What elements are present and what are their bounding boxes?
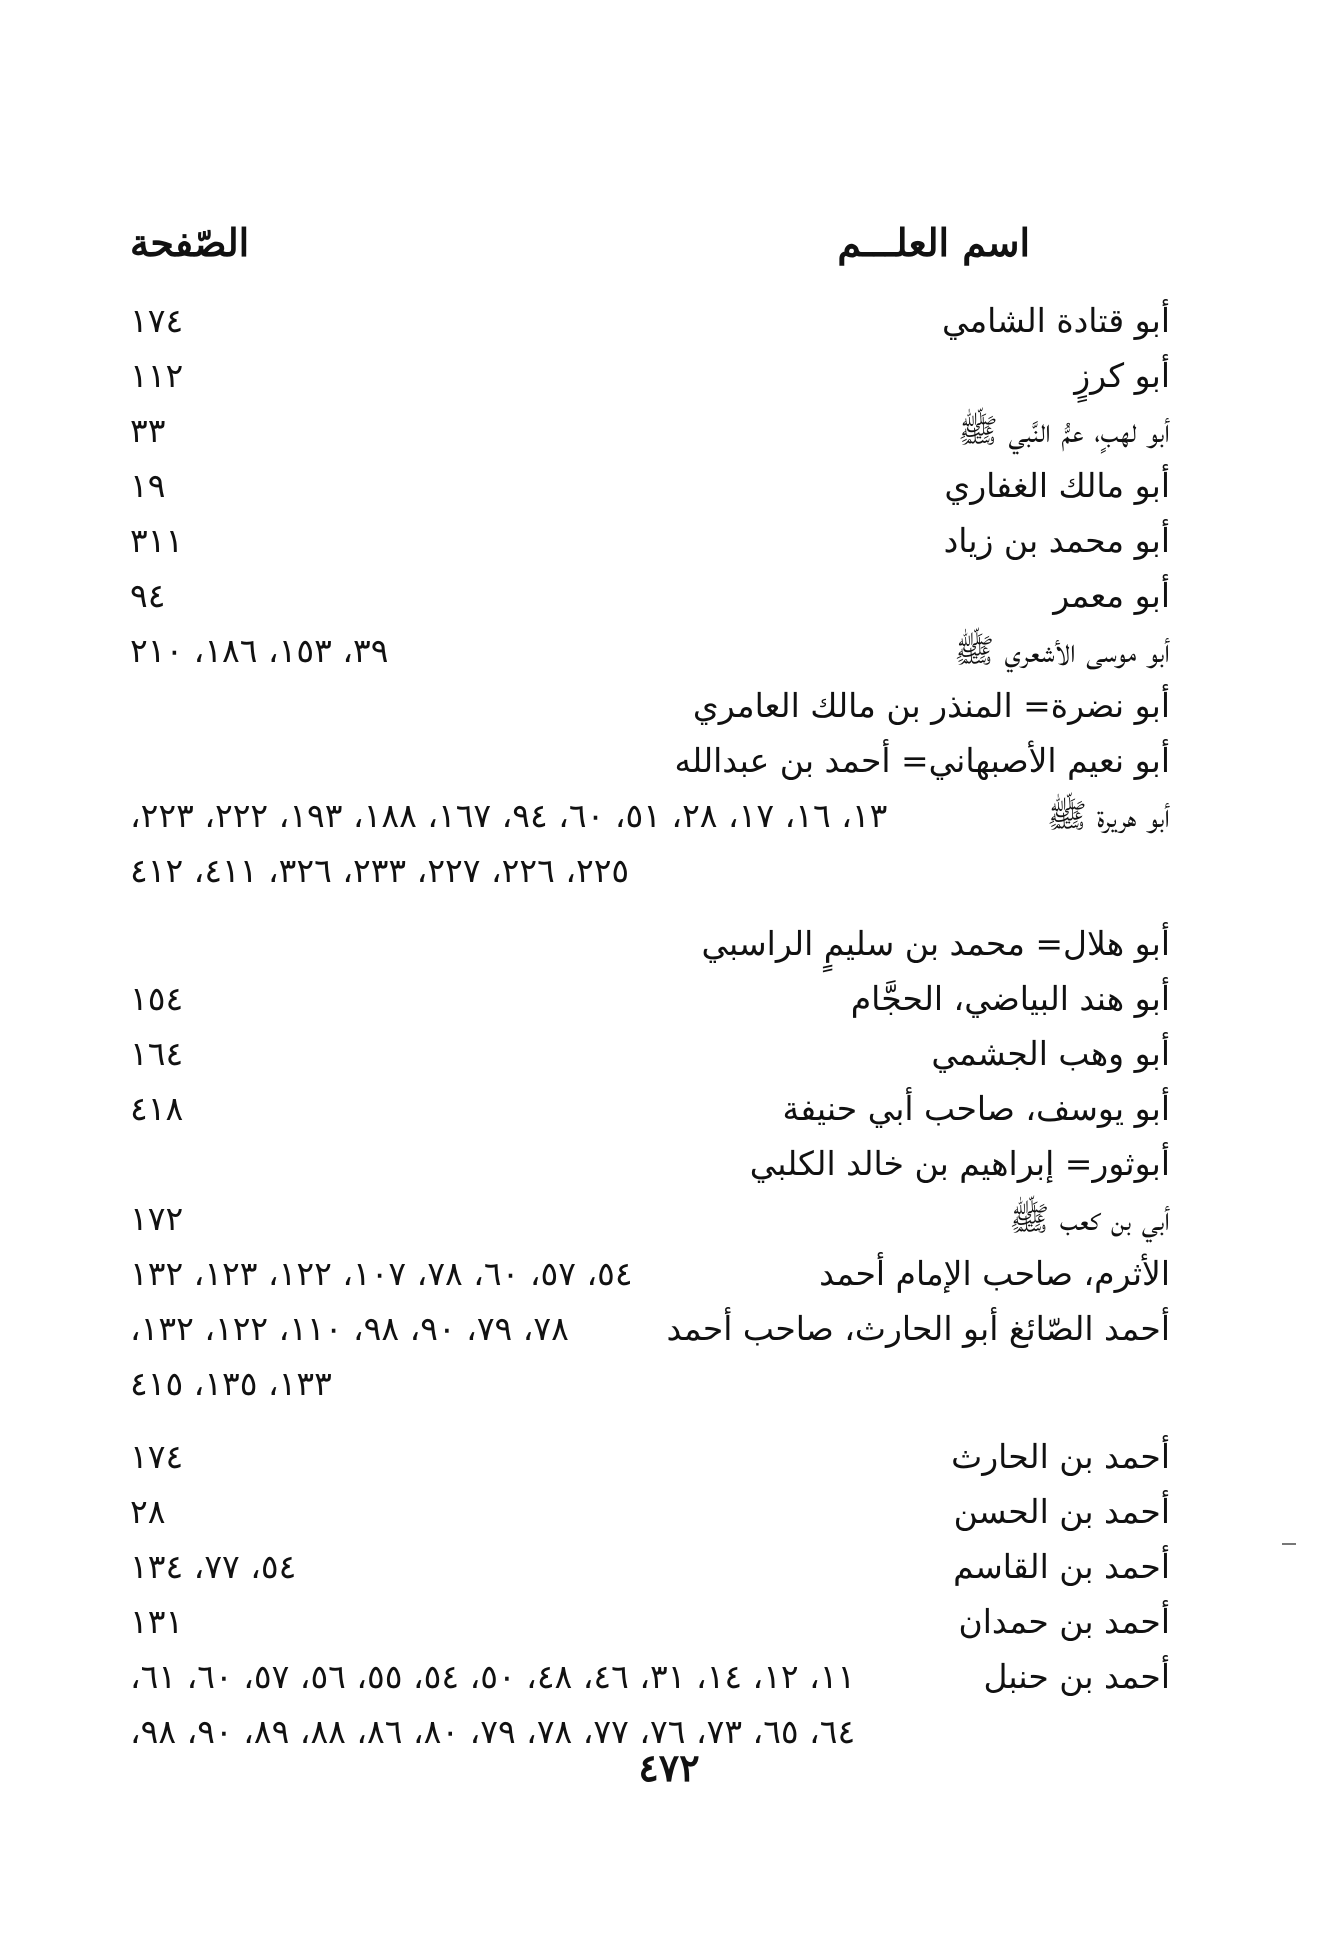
entry-name: أحمد بن القاسم [953,1547,1170,1586]
entry-name: أبوثور= إبراهيم بن خالد الكلبي [749,1144,1170,1183]
entry-name: أبو قتادة الشامي [941,301,1170,340]
entry-name: أبي بن كعب ﷺ [1009,1199,1170,1238]
entry-pages: ١١٢ [130,356,184,395]
entry-pages: ١٦٤ [130,1034,184,1073]
row-spacer [130,896,1170,916]
index-entry [130,916,1170,971]
index-entry-continuation [130,843,1170,896]
entry-pages: ٣٣ [130,411,166,450]
index-entry [130,1081,1170,1136]
page-number: ٤٧٢ [638,1745,700,1790]
table-header [130,220,1170,280]
entry-name: أبو كرزٍ [1074,356,1170,395]
index-entry [130,1594,1170,1649]
index-entry [130,1246,1170,1301]
entry-pages: ١٥٤ [130,979,184,1018]
row-spacer [130,1409,1170,1429]
index-entry [130,293,1170,348]
index-entry [130,1301,1170,1356]
entry-pages: ١٧٤ [130,301,184,340]
index-entry [130,1136,1170,1191]
entry-name: أبو وهب الجشمي [931,1034,1170,1073]
entry-pages: ٤١٨ [130,1089,184,1128]
entry-name: أبو نضرة= المنذر بن مالك العامري [692,686,1170,725]
entry-pages: ٢٢٥، ٢٢٦، ٢٢٧، ٢٣٣، ٣٢٦، ٤١١، ٤١٢ [130,851,630,890]
entry-pages: ٣١١ [130,521,184,560]
page-column-header: الصّفحة [130,220,250,265]
index-entry [130,1649,1170,1704]
index-entry [130,1026,1170,1081]
entry-pages: ٩٤ [130,576,166,615]
entry-name: أحمد بن الحسن [953,1492,1170,1531]
index-entry [130,678,1170,733]
index-entry-continuation [130,1356,1170,1409]
entry-name: أحمد بن الحارث [951,1437,1170,1476]
entry-name: أبو محمد بن زياد [943,521,1170,560]
entry-name: أحمد بن حمدان [958,1602,1170,1641]
index-entry [130,1539,1170,1594]
index-entry [130,733,1170,788]
entry-name: أحمد الصّائغ أبو الحارث، صاحب أحمد [666,1309,1170,1348]
entry-name: أبو لهبٍ، عمُّ النَّبي ﷺ [957,411,1170,450]
entry-pages: ١٧٤ [130,1437,184,1476]
index-entry [130,458,1170,513]
index-entry [130,348,1170,403]
entry-pages: ١٣، ١٦، ١٧، ٢٨، ٥١، ٦٠، ٩٤، ١٦٧، ١٨٨، ١٩٣، ٢٢٢، ٢٢٣، [130,796,888,835]
entry-name: أحمد بن حنبل [983,1657,1170,1696]
entry-pages: ١٣١ [130,1602,184,1641]
entry-pages: ١٣٣، ١٣٥، ٤١٥ [130,1364,332,1403]
entry-pages: ٦٤، ٦٥، ٧٣، ٧٦، ٧٧، ٧٨، ٧٩، ٨٠، ٨٦، ٨٨، ٨٩، ٩٠، ٩٨، [130,1712,856,1751]
entry-name: أبو موسى الأشعري ﷺ [954,631,1170,670]
entry-pages: ٢٨ [130,1492,166,1531]
entry-name: الأثرم، صاحب الإمام أحمد [819,1254,1170,1293]
entry-name: أبو مالك الغفاري [944,466,1170,505]
entry-name: أبو يوسف، صاحب أبي حنيفة [782,1089,1170,1128]
index-entry [130,1429,1170,1484]
index-entry [130,568,1170,623]
entry-name: أبو هلال= محمد بن سليمٍ الراسبي [701,924,1170,963]
index-entry [130,971,1170,1026]
index-entry [130,403,1170,458]
index-entry [130,623,1170,678]
entry-pages: ٥٤، ٧٧، ١٣٤ [130,1547,297,1586]
entry-pages: ١١، ١٢، ١٤، ٣١، ٤٦، ٤٨، ٥٠، ٥٤، ٥٥، ٥٦، ٥٧، ٦٠، ٦١، [130,1657,856,1696]
index-entry [130,1484,1170,1539]
name-column-header: اسم العلـــم [837,220,1030,265]
entry-name: أبو هريرة ﷺ [1046,796,1170,835]
entry-name: أبو نعيم الأصبهاني= أحمد بن عبدالله [674,741,1170,780]
entry-pages: ٥٤، ٥٧، ٦٠، ٧٨، ١٠٧، ١٢٢، ١٢٣، ١٣٢ [130,1254,633,1293]
index-entry [130,788,1170,843]
index-entry [130,513,1170,568]
entry-pages: ١٧٢ [130,1199,184,1238]
entry-pages: ١٩ [130,466,166,505]
entry-pages: ٧٨، ٧٩، ٩٠، ٩٨، ١١٠، ١٢٢، ١٣٢، [130,1309,569,1348]
scan-speck [1282,1543,1296,1545]
index-entries [130,293,1170,1757]
entry-name: أبو معمر [1053,576,1170,615]
entry-pages: ٣٩، ١٥٣، ١٨٦، ٢١٠ [130,631,389,670]
entry-name: أبو هند البياضي، الحجَّام [850,979,1170,1018]
index-entry [130,1191,1170,1246]
